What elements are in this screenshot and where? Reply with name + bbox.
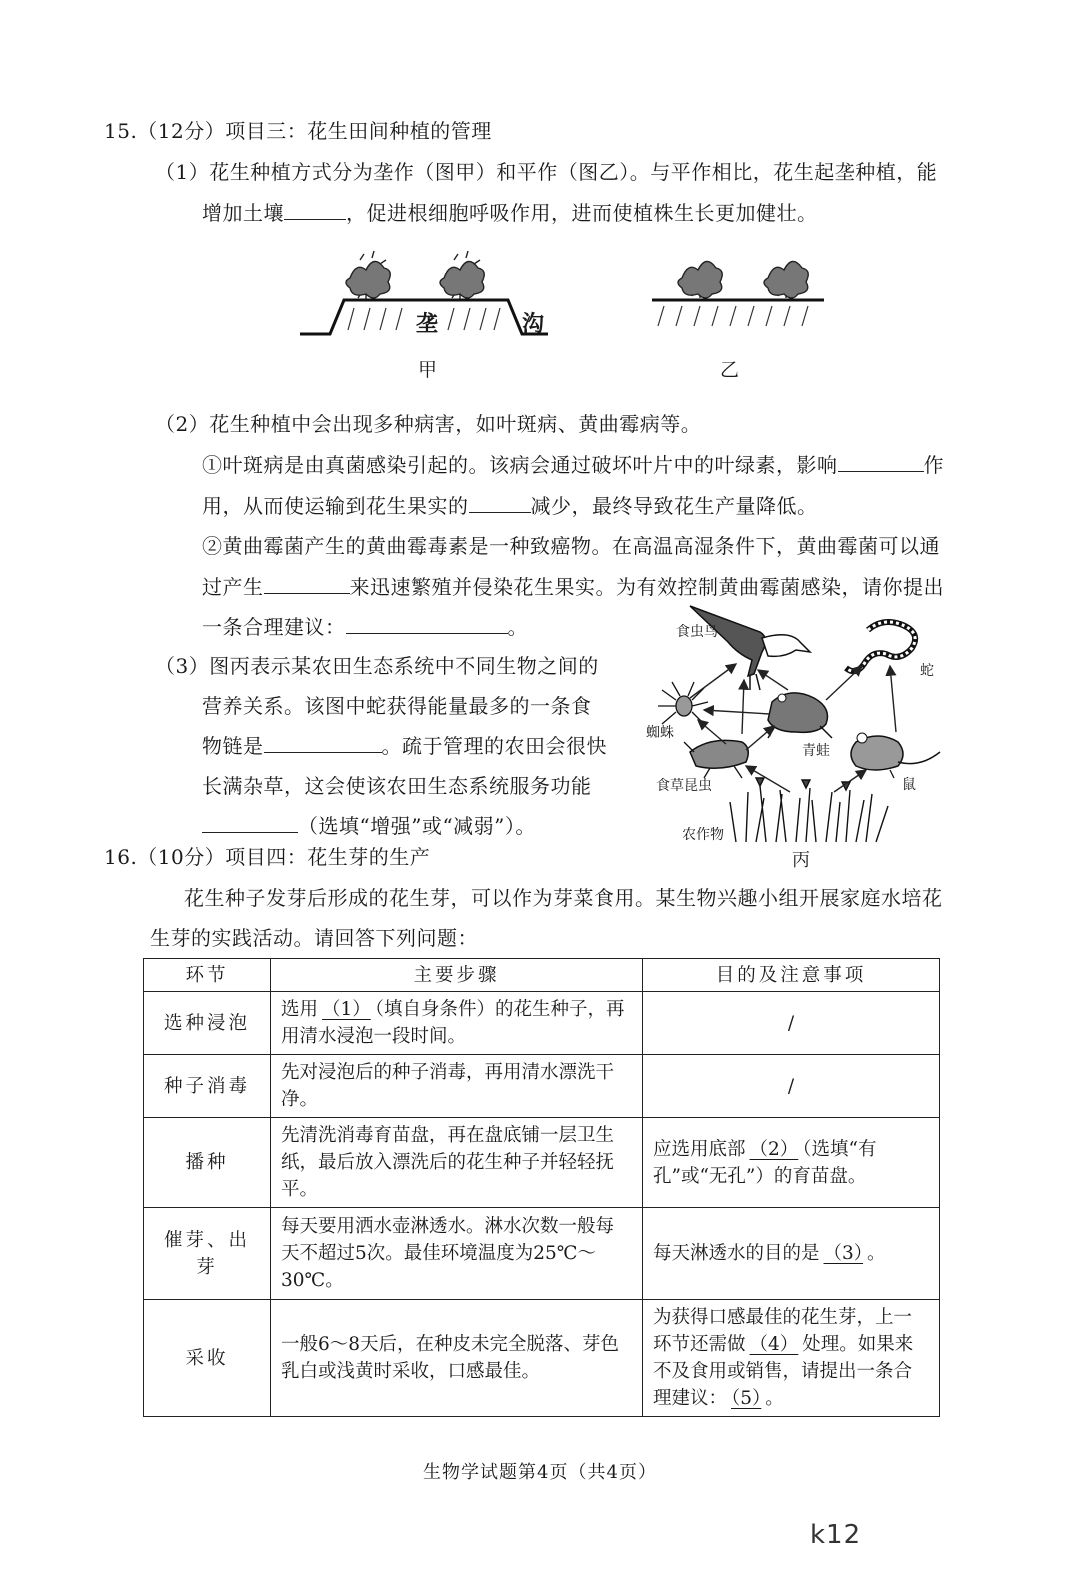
q15-title: 15.（12分）项目三：花生田间种植的管理 [104,119,492,143]
table-row [144,992,940,1055]
soil-hatch [658,306,808,326]
note-cell: / [643,1055,940,1118]
q15-p2-s1-line1 [202,451,944,479]
text: 用，从而使运输到花生果实的 [202,494,469,518]
stage-cell: 采收 [144,1300,271,1417]
steps-cell: 一般6～8天后，在种皮未完全脱落、芽色乳白或浅黄时采收，口感最佳。 [271,1300,643,1417]
text: 。疏于管理的农田会很快 [381,734,607,758]
web-label-crop: 农作物 [682,827,724,843]
stage-cell: 播种 [144,1118,271,1208]
header-stage: 环节 [144,959,271,992]
ridge-label: 垄 [416,311,439,337]
q15-p1-text-a: 增加土壤 [202,201,284,225]
peanut-plant-left [346,251,390,300]
steps-cell: 先对浸泡后的种子消毒，再用清水漂洗干净。 [271,1055,643,1118]
furrow-label: 沟 [522,311,545,337]
grasshopper-icon [684,740,748,778]
spider-icon [658,682,708,724]
answer-blank[interactable] [469,492,531,513]
practice-table [143,958,940,1417]
text: 。 [867,1243,886,1264]
web-label-mouse: 鼠 [902,777,916,793]
q15-p1-line1: （1）花生种植方式分为垄作（图甲）和平作（图乙）。与平作相比，花生起垄种植，能 [155,160,938,184]
peanut-plant-right [440,251,484,300]
web-label-frog: 青蛙 [802,743,830,759]
answer-blank[interactable] [838,451,924,472]
text: 为获得口感最佳的花生芽，上一环节还需做 [653,1307,913,1355]
page-footer: 生物学试题第4页（共4页） [423,1462,657,1483]
q15-p2-line1: （2）花生种植中会出现多种病害，如叶斑病、黄曲霉病等。 [155,412,702,436]
figure-b-caption: 乙 [720,359,740,381]
stage-cell: 种子消毒 [144,1055,271,1118]
web-label-snake: 蛇 [920,663,934,679]
text: （选填“有孔”或“无孔”）的育苗盘。 [653,1138,877,1187]
answer-blank[interactable] [202,812,298,833]
table-row [144,1208,940,1300]
text: 。 [765,1388,784,1409]
stage-cell: 选种浸泡 [144,992,271,1055]
text: 处理。如果来不及食用或销售，请提出一条合理建议： [653,1334,914,1409]
text: 作 [923,453,944,477]
steps-cell: 每天要用洒水壶淋透水。淋水次数一般每天不超过5次。最佳环境温度为25℃～30℃。 [271,1208,643,1300]
web-label-insect: 食草昆虫 [656,778,712,794]
text: 过产生 [202,575,264,599]
frog-icon [768,693,832,738]
text: （填自身条件）的花生种子，再用清水浸泡一段时间。 [281,999,625,1047]
answer-blank[interactable] [284,199,346,220]
peanut-plant-left [678,261,722,298]
answer-blank[interactable] [264,573,350,594]
answer-blank[interactable] [346,613,508,634]
figure-c-caption: 丙 [792,850,810,871]
q15-p1-text-b: ，促进根细胞呼吸作用，进而使植株生长更加健壮。 [346,201,818,225]
steps-cell: 先清洗消毒育苗盘，再在盘底铺一层卫生纸，最后放入漂洗后的花生种子并轻轻抚平。 [271,1118,643,1208]
q15-p3-line5 [202,812,536,840]
text: 。 [507,615,528,639]
q15-p3-line4: 长满杂草，这会使该农田生态系统服务功能 [202,774,592,798]
table-header-row [144,959,940,992]
bird-icon [690,606,810,690]
table-row [144,1118,940,1208]
q16-title: 16.（10分）项目四：花生芽的生产 [104,845,431,869]
figure-a-caption: 甲 [418,359,438,381]
q15-p2-s2-line1: ②黄曲霉菌产生的黄曲霉毒素是一种致癌物。在高温高湿条件下，黄曲霉菌可以通 [202,534,940,558]
table-row [144,1055,940,1118]
web-label-spider: 蜘蛛 [646,725,674,741]
answer-blank[interactable] [264,732,382,753]
q15-p2-s1-line2 [202,492,818,520]
stage-cell: 催芽、出芽 [144,1208,271,1300]
header-notes: 目的及注意事项 [643,959,940,992]
figure-flat [652,240,832,330]
answer-slot-1[interactable]: （1） [322,999,371,1020]
web-label-bird: 食虫鸟 [676,624,718,640]
answer-slot-2[interactable]: （2） [749,1138,799,1160]
table-row [144,1300,940,1417]
q15-p1-line2 [202,199,818,227]
note-cell [643,1208,940,1300]
q16-intro-line1: 花生种子发芽后形成的花生芽，可以作为芽菜食用。某生物兴趣小组开展家庭水培花 [184,886,943,910]
text: 一条合理建议： [202,615,346,639]
steps-cell [271,992,643,1055]
answer-slot-3[interactable]: （3） [823,1243,864,1264]
answer-slot-5[interactable]: （5） [731,1388,762,1409]
text: （选填“增强”或“减弱”）。 [298,814,536,838]
text: 来迅速繁殖并侵染花生果实。为有效控制黄曲霉菌感染，请你提出 [349,575,944,599]
q15-p3-line2: 营养关系。该图中蛇获得能量最多的一条食 [202,694,592,718]
watermark-logo: k12 [810,1520,862,1550]
snake-icon [846,622,915,671]
note-cell [643,1300,940,1417]
q15-p3-line1: （3）图丙表示某农田生态系统中不同生物之间的 [155,654,599,678]
q15-p2-s2-line2 [202,573,944,601]
answer-slot-4[interactable]: （4） [749,1334,799,1355]
peanut-plant-right [764,261,808,298]
crop-icon [730,778,888,842]
q15-p2-s2-line3 [202,613,528,641]
note-cell [643,1118,940,1208]
text: 应选用底部 [653,1138,746,1160]
text: 物链是 [202,734,264,758]
text: ①叶斑病是由真菌感染引起的。该病会通过破坏叶片中的叶绿素，影响 [202,453,838,477]
q16-intro-line2: 生芽的实践活动。请回答下列问题： [150,926,478,950]
q15-p3-line3 [202,732,607,760]
text: 减少，最终导致花生产量降低。 [530,494,818,518]
text: 选用 [281,999,319,1020]
text: 每天淋透水的目的是 [653,1243,820,1264]
note-cell: / [643,992,940,1055]
header-steps: 主要步骤 [271,959,643,992]
